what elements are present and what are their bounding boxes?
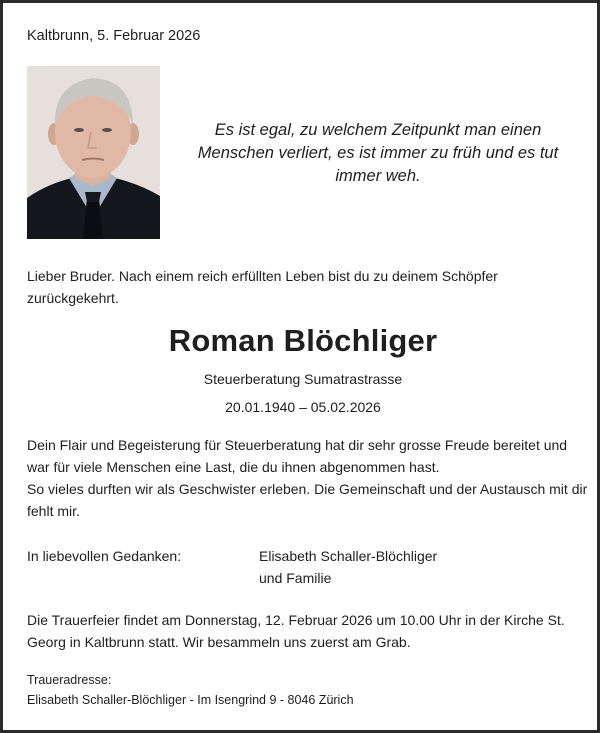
quote-line: Menschen verliert, es ist immer zu früh und es tut — [197, 144, 559, 162]
memorial-quote — [178, 119, 578, 188]
quote-line: Es ist egal, zu welchem Zeitpunkt man einen — [214, 121, 542, 139]
mourner-name: und Familie — [259, 570, 332, 586]
mourners-names — [259, 545, 437, 589]
portrait-photo-icon — [27, 66, 160, 239]
tribute-paragraph: Dein Flair und Begeisterung für Steuerberatung hat dir sehr grosse Freude bereitet und war für viele Menschen eine Last, die du ihnen abgenommen hast. — [27, 437, 568, 475]
deceased-subtitle: Steuerberatung Sumatrastrasse — [203, 371, 403, 387]
mourning-address — [27, 670, 354, 710]
intro-text: Lieber Bruder. Nach einem reich erfüllten Leben bist du zu deinem Schöpfer zurückgekehrt. — [27, 268, 498, 306]
life-dates: 20.01.1940 – 05.02.2026 — [225, 399, 381, 415]
quote-line: immer weh. — [335, 167, 421, 185]
deceased-name: Roman Blöchliger — [168, 323, 438, 358]
address-label: Traueradresse: — [27, 673, 112, 687]
address-value: Elisabeth Schaller-Blöchliger - Im Isengrind 9 - 8046 Zürich — [27, 693, 354, 707]
tribute-text — [27, 434, 592, 522]
portrait-photo — [27, 66, 160, 239]
mourners-label: In liebevollen Gedanken: — [27, 548, 182, 564]
mourner-name: Elisabeth Schaller-Blöchliger — [259, 548, 438, 564]
ceremony-info: Die Trauerfeier findet am Donnerstag, 12. Februar 2026 um 10.00 Uhr in der Kirche St. Georg in Kaltbrunn statt. Wir besammeln uns zuerst am Grab. — [27, 612, 565, 650]
place-date: Kaltbrunn, 5. Februar 2026 — [27, 28, 201, 44]
tribute-paragraph: So vieles durften wir als Geschwister erleben. Die Gemeinschaft und der Austausch mit dir fehlt mir. — [27, 481, 588, 519]
